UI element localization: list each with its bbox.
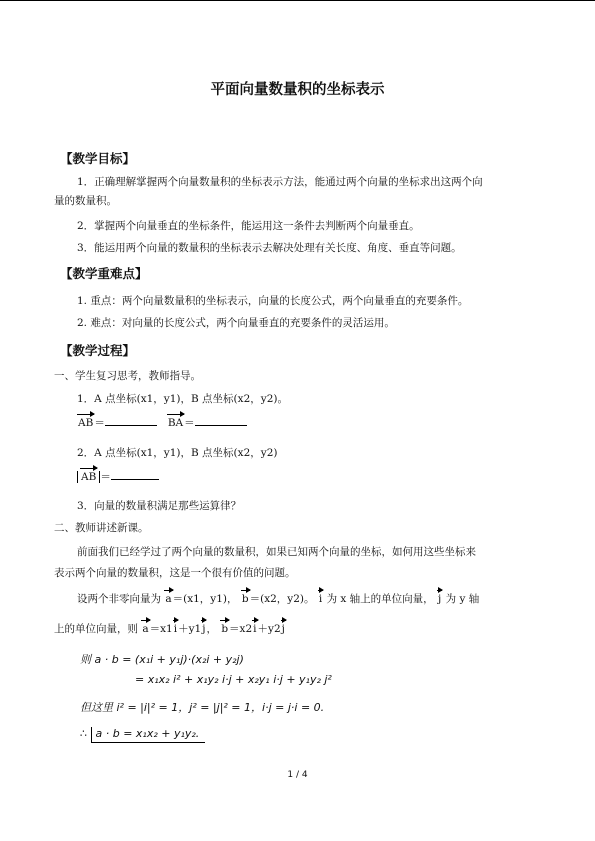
goal-1-line1: 1．正确理解掌握两个向量数量积的坐标表示方法，能通过两个向量的坐标求出这两个向: [77, 176, 483, 188]
answer-blank: [195, 415, 247, 426]
page-number: 1 / 4: [287, 770, 308, 780]
handwritten-derivation-line1: 则 a · b = (x₁i + y₁j)·(x₂i + y₂j): [80, 653, 244, 666]
handwritten-conclusion: [80, 727, 205, 740]
goal-1-line2: 量的数量积。: [54, 195, 117, 207]
text: ＝(x2，y2)。: [249, 593, 315, 605]
text: ＝(x1，y1)，: [172, 593, 238, 605]
text: 设两个非零向量为: [77, 593, 161, 605]
key-1: 1. 重点：两个向量数量积的坐标表示，向量的长度公式，两个向量垂直的充要条件。: [77, 295, 469, 307]
vector-j: j: [202, 623, 206, 635]
text: ＝x2: [229, 623, 253, 635]
vector-i: i: [318, 593, 323, 605]
vector-ab: AB: [78, 417, 94, 429]
vector-a: a: [165, 593, 172, 605]
equals-sign: ＝: [184, 417, 195, 429]
section-heading-process: 【教学过程】: [60, 343, 136, 358]
equals-sign: ＝: [100, 471, 111, 483]
answer-blank: [111, 469, 159, 480]
equals-sign: ＝: [94, 417, 105, 429]
handwritten-derivation-line3: 但这里 i² = |i|² = 1，j² = |j|² = 1，i·j = j·i = 0.: [80, 701, 325, 714]
vector-i: i: [253, 623, 257, 635]
vector-ab: AB: [81, 471, 97, 483]
vector-i: i: [173, 623, 178, 635]
question-3: 3．向量的数量积满足那些运算律？: [77, 500, 242, 512]
vector-b: b: [221, 623, 229, 635]
vector-ba: BA: [167, 417, 184, 429]
result-box: a · b = x₁x₂ + y₁y₂.: [91, 727, 206, 743]
answer-blank: [105, 415, 157, 426]
goal-3: 3．能运用两个向量的数量积的坐标表示去解决处理有关长度、角度、垂直等问题。: [77, 242, 462, 254]
step-2-heading: 二、教师讲述新课。: [54, 522, 149, 534]
vector-a: a: [142, 623, 149, 635]
text: ＋y2: [257, 623, 281, 635]
therefore-symbol: ∴: [80, 727, 87, 740]
text: ＋y1: [178, 623, 202, 635]
magnitude-bars: [77, 471, 100, 483]
paragraph-2-line1: [77, 592, 479, 607]
vector-j: j: [281, 623, 285, 635]
step-1-heading: 一、学生复习思考，教师指导。: [54, 370, 201, 382]
question-2-blank: [77, 469, 159, 485]
text: 上的单位向量，则: [54, 623, 138, 635]
question-1-blanks: [77, 415, 247, 431]
section-heading-keys: 【教学重难点】: [60, 266, 148, 281]
vector-b: b: [241, 593, 249, 605]
goal-2: 2．掌握两个向量垂直的坐标条件，能运用这一条件去判断两个向量垂直。: [77, 220, 420, 232]
question-2: 2．A 点坐标(x1，y1)，B 点坐标(x2，y2): [77, 447, 278, 459]
text: 为 x 轴上的单位向量，: [326, 593, 434, 605]
paragraph-2-line2: [54, 622, 286, 637]
section-heading-goals: 【教学目标】: [60, 151, 136, 166]
text: ，: [206, 623, 217, 635]
vector-j: j: [438, 593, 442, 605]
paragraph-1-line2: 表示两个向量的数量积，这是一个很有价值的问题。: [54, 567, 296, 579]
top-rule: [0, 0, 595, 1]
paragraph-1-line1: 前面我们已经学过了两个向量的数量积，如果已知两个向量的坐标，如何用这些坐标来: [77, 546, 476, 558]
page-title: 平面向量数量积的坐标表示: [210, 82, 385, 98]
question-1: 1．A 点坐标(x1，y1)，B 点坐标(x2，y2)。: [77, 393, 288, 405]
text: 为 y 轴: [445, 593, 480, 605]
key-2: 2. 难点：对向量的长度公式，两个向量垂直的充要条件的灵活运用。: [77, 317, 395, 329]
handwritten-derivation-line2: = x₁x₂ i² + x₁y₂ i·j + x₂y₁ i·j + y₁y₂ j²: [135, 673, 332, 686]
text: ＝x1: [149, 623, 173, 635]
